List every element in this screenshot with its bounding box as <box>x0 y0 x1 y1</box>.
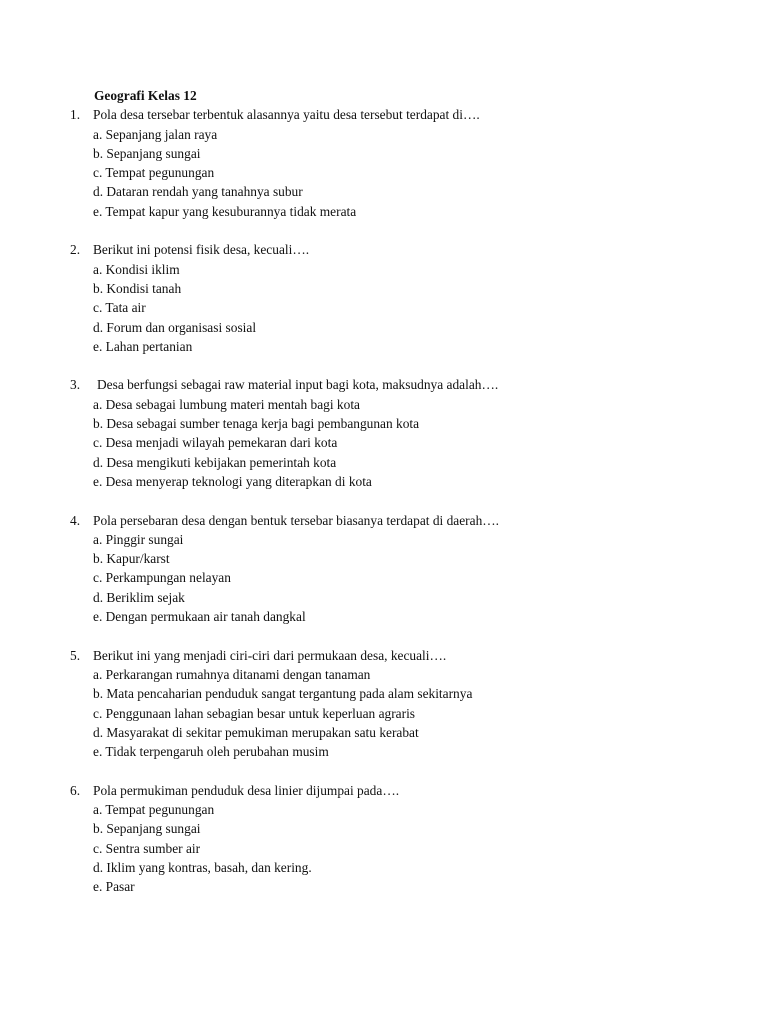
question-2 <box>0 240 768 356</box>
option-a: a. Tempat pegunungan <box>93 801 215 817</box>
document-page <box>0 86 768 896</box>
option-c: c. Sentra sumber air <box>93 840 201 856</box>
option-a: a. Desa sebagai lumbung materi mentah bagi kota <box>93 396 360 412</box>
question-text: Pola persebaran desa dengan bentuk tersebar biasanya terdapat di daerah…. <box>93 512 500 528</box>
option-c: c. Tempat pegunungan <box>93 165 215 181</box>
option-e: e. Pasar <box>93 879 135 895</box>
option-b: b. Desa sebagai sumber tenaga kerja bagi pembangunan kota <box>93 416 420 432</box>
option-b: b. Mata pencaharian penduduk sangat tergantung pada alam sekitarnya <box>93 686 473 702</box>
spacer <box>0 221 768 240</box>
question-line <box>0 375 768 394</box>
question-text: Pola permukiman penduduk desa linier dijumpai pada…. <box>93 782 400 798</box>
option-e: e. Dengan permukaan air tanah dangkal <box>93 609 306 625</box>
question-number: 2. <box>70 242 81 258</box>
question-number: 1. <box>70 107 81 123</box>
question-1 <box>0 105 768 221</box>
question-line <box>0 646 768 665</box>
spacer <box>0 356 768 375</box>
option-b: b. Kondisi tanah <box>93 280 182 296</box>
question-text: Berikut ini potensi fisik desa, kecuali…. <box>93 242 310 258</box>
question-5 <box>0 646 768 762</box>
spacer <box>0 761 768 780</box>
question-number: 6. <box>70 782 81 798</box>
option-d: d. Masyarakat di sekitar pemukiman merupakan satu kerabat <box>93 724 419 740</box>
question-number: 3. <box>70 377 81 393</box>
option-a: a. Kondisi iklim <box>93 261 180 277</box>
spacer <box>0 491 768 510</box>
option-d: d. Desa mengikuti kebijakan pemerintah kota <box>93 454 337 470</box>
option-d: d. Forum dan organisasi sosial <box>93 319 257 335</box>
question-text: Desa berfungsi sebagai raw material input bagi kota, maksudnya adalah…. <box>97 377 499 393</box>
option-a: a. Pinggir sungai <box>93 531 184 547</box>
option-b: b. Sepanjang sungai <box>93 821 201 837</box>
question-3 <box>0 375 768 491</box>
spacer <box>0 626 768 645</box>
option-d: d. Dataran rendah yang tanahnya subur <box>93 184 303 200</box>
option-c: c. Tata air <box>93 300 146 316</box>
option-e: e. Desa menyerap teknologi yang diterapkan di kota <box>93 473 372 489</box>
question-6 <box>0 781 768 897</box>
question-line <box>0 781 768 800</box>
question-text: Pola desa tersebar terbentuk alasannya yaitu desa tersebut terdapat di…. <box>93 107 480 123</box>
option-e: e. Tidak terpengaruh oleh perubahan musim <box>93 744 329 760</box>
option-a: a. Sepanjang jalan raya <box>93 126 218 142</box>
document-title: Geografi Kelas 12 <box>94 88 197 103</box>
question-line <box>0 511 768 530</box>
question-number: 5. <box>70 647 81 663</box>
option-e: e. Tempat kapur yang kesuburannya tidak merata <box>93 203 357 219</box>
option-c: c. Desa menjadi wilayah pemekaran dari kota <box>93 435 338 451</box>
question-text: Berikut ini yang menjadi ciri-ciri dari permukaan desa, kecuali…. <box>93 647 447 663</box>
question-4 <box>0 511 768 627</box>
option-d: d. Iklim yang kontras, basah, dan kering. <box>93 859 312 875</box>
question-number: 4. <box>70 512 81 528</box>
option-c: c. Penggunaan lahan sebagian besar untuk keperluan agraris <box>93 705 415 721</box>
option-a: a. Perkarangan rumahnya ditanami dengan tanaman <box>93 666 371 682</box>
option-c: c. Perkampungan nelayan <box>93 570 231 586</box>
option-b: b. Kapur/karst <box>93 551 170 567</box>
option-d: d. Beriklim sejak <box>93 589 185 605</box>
option-e: e. Lahan pertanian <box>93 338 193 354</box>
question-line <box>0 240 768 259</box>
option-b: b. Sepanjang sungai <box>93 145 201 161</box>
question-line <box>0 105 768 124</box>
